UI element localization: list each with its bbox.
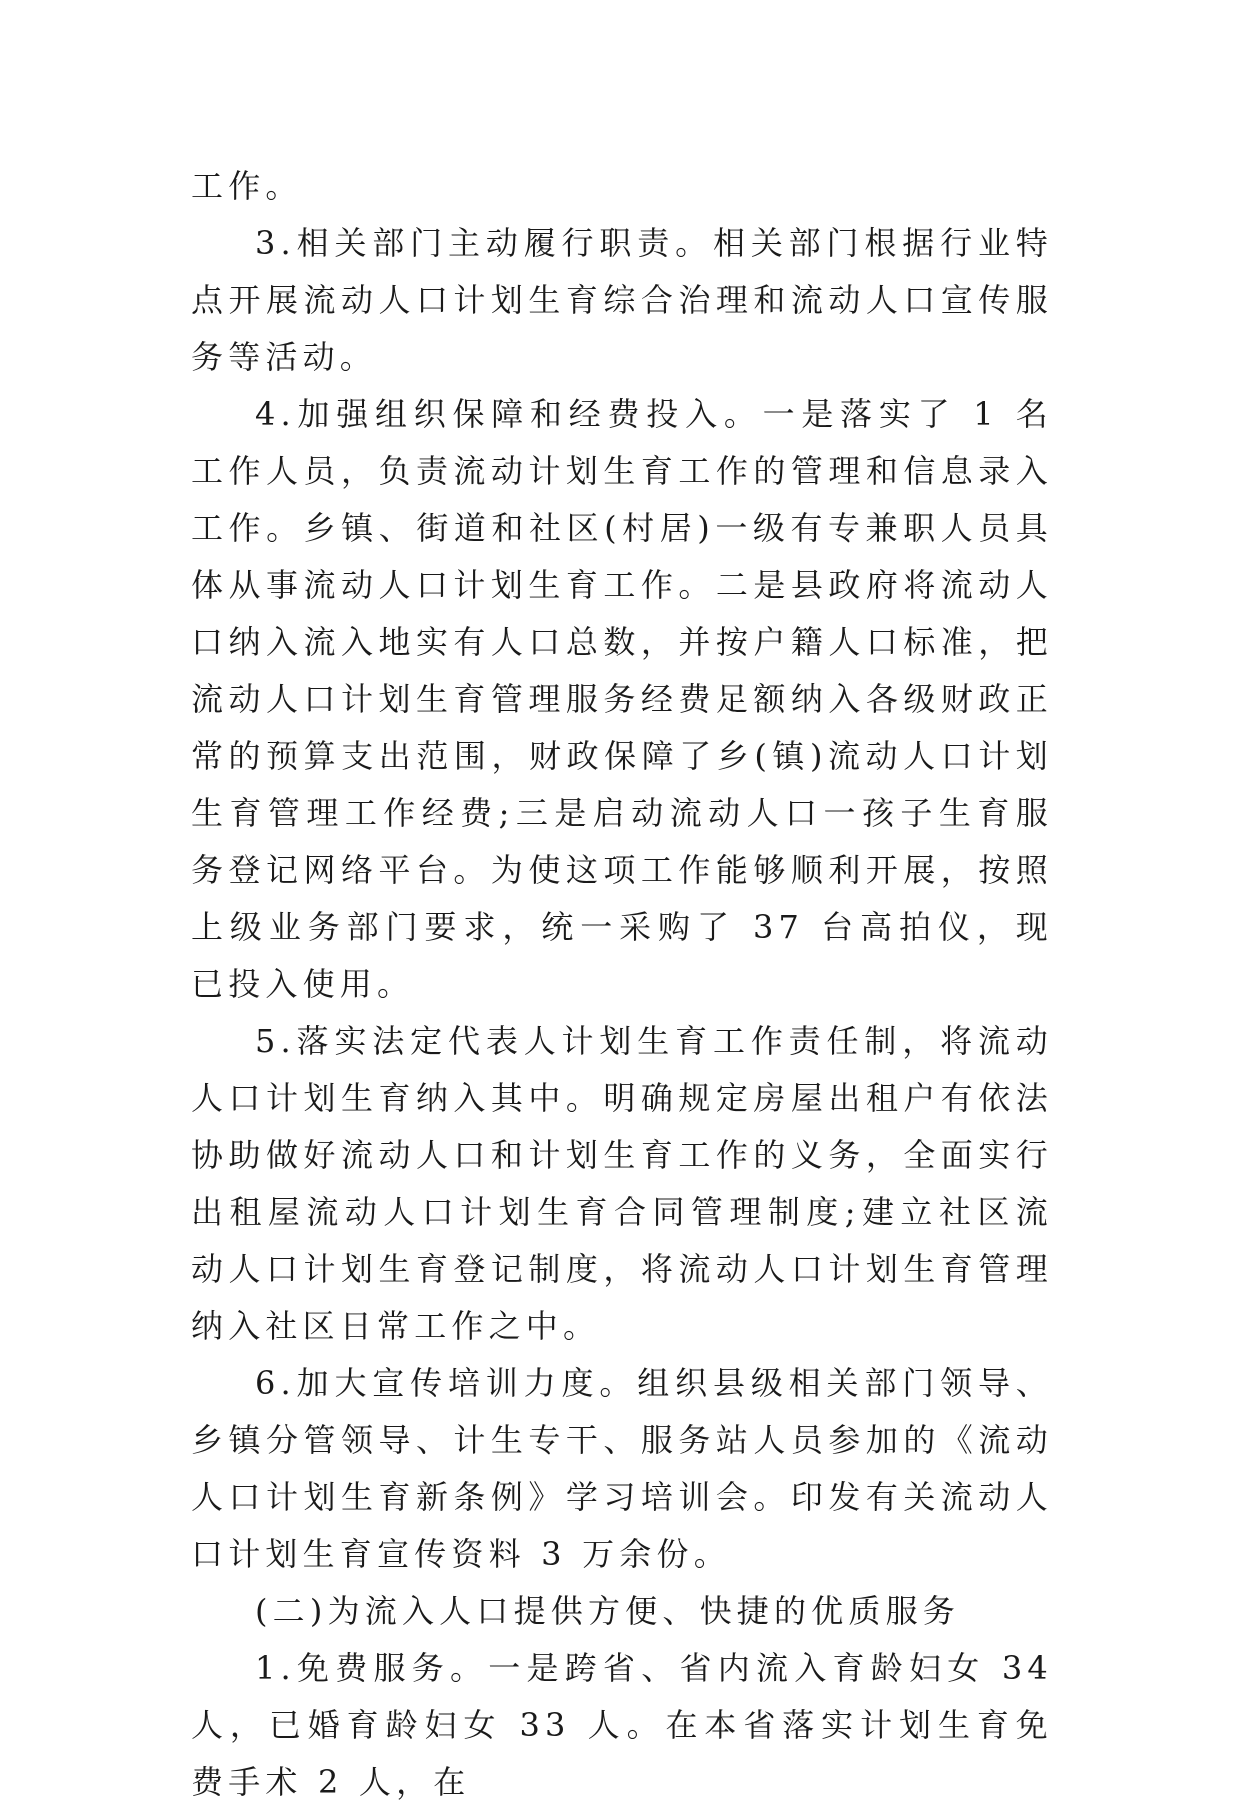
paragraph-free-service: 1.免费服务。一是跨省、省内流入育龄妇女 34 人，已婚育龄妇女 33 人。在本省落实计划生育免费手术 2 人，在 [191, 1649, 1053, 1801]
paragraph-item-3: 3.相关部门主动履行职责。相关部门根据行业特点开展流动人口计划生育综合治理和流动人口宣传服务等活动。 [191, 224, 1053, 376]
paragraph-item-5: 5.落实法定代表人计划生育工作责任制，将流动人口计划生育纳入其中。明确规定房屋出租户有依法协助做好流动人口和计划生育工作的义务，全面实行出租屋流动人口计划生育合同管理制度;建立社区流动人口计划生育登记制度，将流动人口计划生育管理纳入社区日常工作之中。 [191, 1022, 1053, 1345]
paragraph-item-6: 6.加大宣传培训力度。组织县级相关部门领导、乡镇分管领导、计生专干、服务站人员参加的《流动人口计划生育新条例》学习培训会。印发有关流动人口计划生育宣传资料 3 万余份。 [191, 1364, 1053, 1573]
section-heading-2: (二)为流入人口提供方便、快捷的优质服务 [255, 1592, 960, 1630]
paragraph-continuation: 工作。 [191, 167, 303, 205]
paragraph-item-4: 4.加强组织保障和经费投入。一是落实了 1 名工作人员，负责流动计划生育工作的管理和信息录入工作。乡镇、街道和社区(村居)一级有专兼职人员具体从事流动人口计划生育工作。二是县政府将流动人口纳入流入地实有人口总数，并按户籍人口标准，把流动人口计划生育管理服务经费足额纳入各级财政正常的预算支出范围，财政保障了乡(镇)流动人口计划生育管理工作经费;三是启动流动人口一孩子生育服务登记网络平台。为使这项工作能够顺利开展，按照上级业务部门要求，统一采购了 37 台高拍仪，现已投入使用。 [191, 395, 1053, 1003]
document-body [191, 158, 1053, 1811]
